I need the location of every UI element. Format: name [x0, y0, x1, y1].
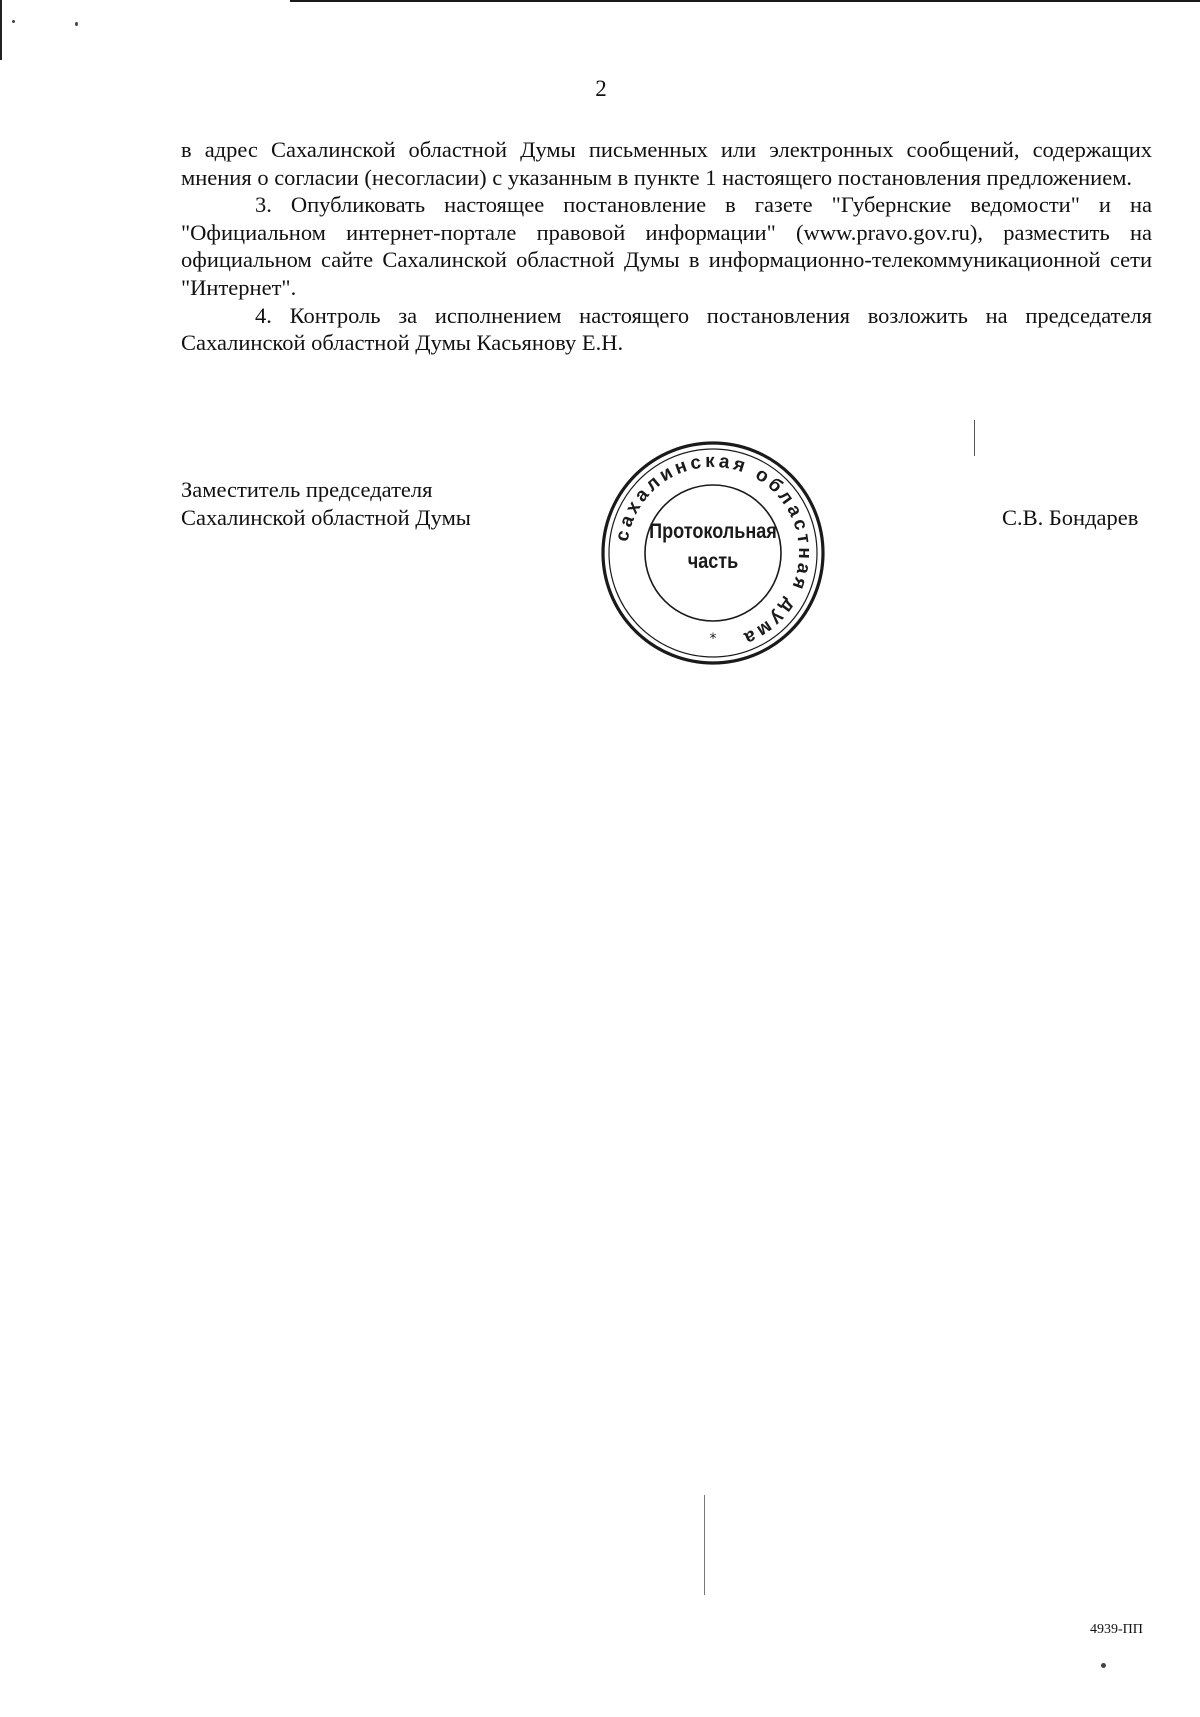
document-body — [181, 136, 1152, 357]
stamp-star-icon: * — [709, 631, 717, 647]
signatory-title-line-2: Сахалинской областной Думы — [181, 505, 471, 530]
body-paragraph-item-3: 3. Опубликовать настоящее постановление в газете "Губернские ведомости" и на "Официальном интернет-портале правовой информации" (www.pravo.gov.ru), разместить на официальном сайте Сахалинской областной Думы в информационно-телекоммуникационной сети "Интернет". — [181, 192, 1152, 300]
page-number: 2 — [595, 76, 607, 101]
scan-speck — [1101, 1663, 1106, 1668]
scan-speck — [75, 22, 78, 26]
scan-speck — [12, 20, 15, 23]
registration-number: 4939-ПП — [1090, 1622, 1143, 1637]
scan-artifact-line — [974, 420, 975, 456]
stamp-ring-text: сахалинская областная дума — [611, 450, 816, 650]
body-paragraph-continuation: в адрес Сахалинской областной Думы письменных или электронных сообщений, содержащих мнения о согласии (несогласии) с указанным в пункте 1 настоящего постановления предложением. — [181, 137, 1152, 190]
body-paragraph-item-4: 4. Контроль за исполнением настоящего постановления возложить на председателя Сахалинской областной Думы Касьянову Е.Н. — [181, 302, 1152, 356]
scan-left-edge — [0, 0, 2, 60]
official-round-stamp — [598, 438, 828, 668]
stamp-center-line-1: Протокольная — [649, 520, 777, 543]
signatory-title-line-1: Заместитель председателя — [181, 477, 433, 502]
signatory-name: С.В. Бондарев — [1002, 505, 1139, 530]
scan-top-edge — [290, 0, 1200, 2]
signatory-position — [181, 476, 471, 532]
scan-artifact-line — [704, 1495, 705, 1595]
stamp-center-line-2: часть — [687, 550, 739, 573]
